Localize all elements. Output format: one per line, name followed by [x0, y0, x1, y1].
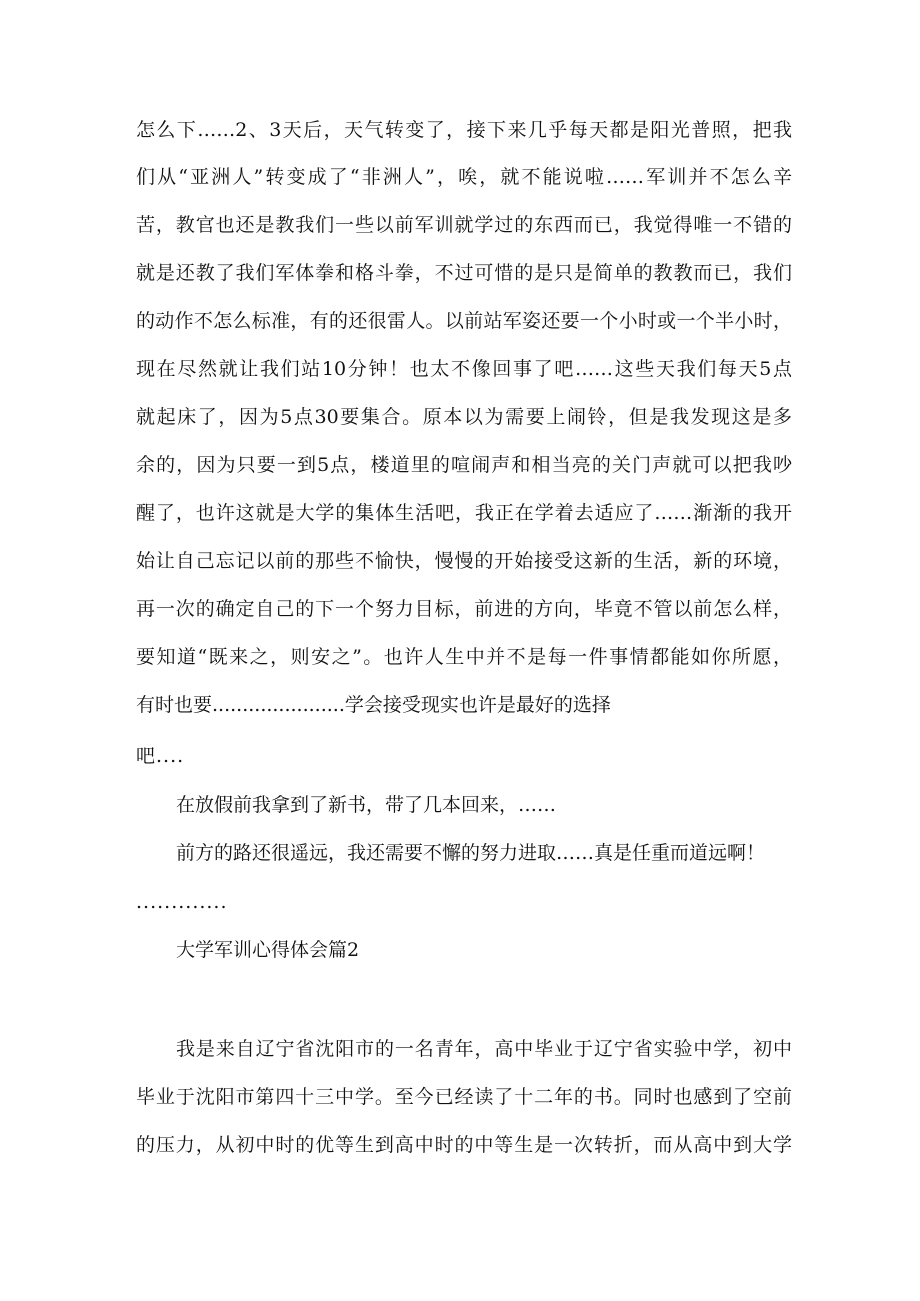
text-line: 再一次的确定自己的下一个努力目标，前进的方向，毕竟不管以前怎么样， — [136, 598, 792, 620]
text-line: 我是来自辽宁省沈阳市的一名青年，高中毕业于辽宁省实验中学，初中 — [176, 1038, 792, 1060]
text-line: 就是还教了我们军体拳和格斗拳，不过可惜的是只是简单的教教而已，我们 — [136, 262, 792, 284]
text-line: 始让自己忘记以前的那些不愉快，慢慢的开始接受这新的生活，新的环境， — [136, 550, 792, 572]
text-line: 苦，教官也还是教我们一些以前军训就学过的东西而已，我觉得唯一不错的 — [136, 214, 792, 236]
paragraph: 在放假前我拿到了新书，带了几本回来，…… — [176, 794, 557, 816]
section-heading: 大学军训心得体会篇2 — [176, 939, 360, 961]
text-line: 有时也要......................学会接受现实也许是最好的选择 — [136, 694, 611, 716]
text-line: 的动作不怎么标准，有的还很雷人。以前站军姿还要一个小时或一个半小时， — [136, 310, 792, 332]
text-line: 的压力，从初中时的优等生到高中时的中等生是一次转折，而从高中到大学 — [136, 1134, 792, 1156]
dots-line: ............. — [136, 891, 228, 913]
text-line: 余的，因为只要一到5点，楼道里的喧闹声和相当亮的关门声就可以把我吵 — [136, 454, 792, 476]
text-line: 怎么下……2、3天后，天气转变了，接下来几乎每天都是阳光普照，把我 — [136, 119, 792, 141]
text-line: 毕业于沈阳市第四十三中学。至今已经读了十二年的书。同时也感到了空前 — [136, 1086, 792, 1108]
text-line: 要知道“既来之，则安之”。也许人生中并不是每一件事情都能如你所愿， — [136, 646, 792, 668]
text-line: 现在尽然就让我们站10分钟！也太不像回事了吧……这些天我们每天5点 — [136, 358, 792, 380]
paragraph: 前方的路还很遥远，我还需要不懈的努力进取……真是任重而道远啊！ — [176, 842, 766, 864]
text-line: 吧.... — [136, 745, 185, 767]
text-line: 就起床了，因为5点30要集合。原本以为需要上闹铃，但是我发现这是多 — [136, 406, 792, 428]
text-line: 们从“亚洲人”转变成了“非洲人”，唉，就不能说啦……军训并不怎么辛 — [136, 166, 792, 188]
text-line: 醒了，也许这就是大学的集体生活吧，我正在学着去适应了……渐渐的我开 — [136, 502, 792, 524]
